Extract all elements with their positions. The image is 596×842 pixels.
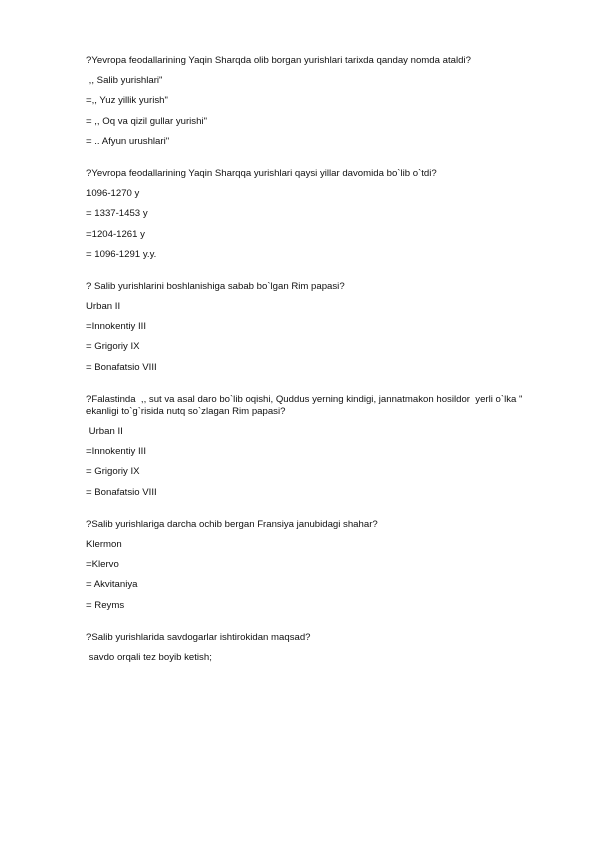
answer-option: = 1337-1453 y (86, 208, 148, 220)
answer-option: = Grigoriy IX (86, 466, 140, 478)
answer-option: =1204-1261 y (86, 228, 145, 240)
question-text: ?Salib yurishlariga darcha ochib bergan Fransiya janubidagi shahar? (86, 518, 378, 530)
answer-option: =,, Yuz yillik yurish" (86, 95, 168, 107)
question-block (86, 632, 556, 664)
spacer (86, 269, 556, 281)
answer-option: =Klervo (86, 559, 119, 571)
spacer (86, 156, 556, 168)
answer-option: = 1096-1291 y.y. (86, 248, 157, 260)
answer-option: Urban II (86, 426, 123, 437)
answer-option: = ,, Oq va qizil gullar yurishi" (86, 115, 207, 127)
answer-option: =Innokentiy III (86, 321, 146, 333)
answer-option: = Bonafatsio VIII (86, 361, 157, 373)
answer-option: = Grigoriy IX (86, 341, 140, 353)
answer-option: savdo orqali tez boyib ketish; (86, 651, 212, 663)
question-block (86, 55, 556, 148)
answer-option: 1096-1270 y (86, 188, 140, 200)
question-block (86, 281, 556, 374)
answer-option: = .. Afyun urushlari" (86, 135, 170, 147)
question-text: ?Falastinda ,, sut va asal daro bo`lib oqishi, Quddus yerning kindigi, jannatmakon hosildor yerli o`lka " ekanligi to`g`risida nutq so`zlagan Rim papasi? (86, 393, 526, 417)
question-block (86, 394, 556, 499)
question-text: ?Yevropa feodallarining Yaqin Sharqda olib borgan yurishlari tarixda qanday nomda ataldi? (86, 55, 471, 66)
answer-option: =Innokentiy III (86, 446, 146, 458)
spacer (86, 507, 556, 519)
answer-option: = Bonafatsio VIII (86, 486, 157, 498)
question-block (86, 519, 556, 612)
answer-option: = Akvitaniya (86, 579, 138, 591)
spacer (86, 382, 556, 394)
question-block (86, 168, 556, 261)
answer-option: = Reyms (86, 599, 125, 611)
answer-option: Urban II (86, 301, 121, 313)
question-text: ?Salib yurishlarida savdogarlar ishtirokidan maqsad? (86, 631, 311, 643)
question-text: ?Yevropa feodallarining Yaqin Sharqqa yurishlari qaysi yillar davomida bo`lib o`tdi? (86, 167, 437, 179)
question-text: ? Salib yurishlarini boshlanishiga sabab bo`lgan Rim papasi? (86, 280, 345, 292)
answer-option: Klermon (86, 538, 122, 550)
answer-option: ,, Salib yurishlari" (86, 75, 163, 87)
spacer (86, 620, 556, 632)
